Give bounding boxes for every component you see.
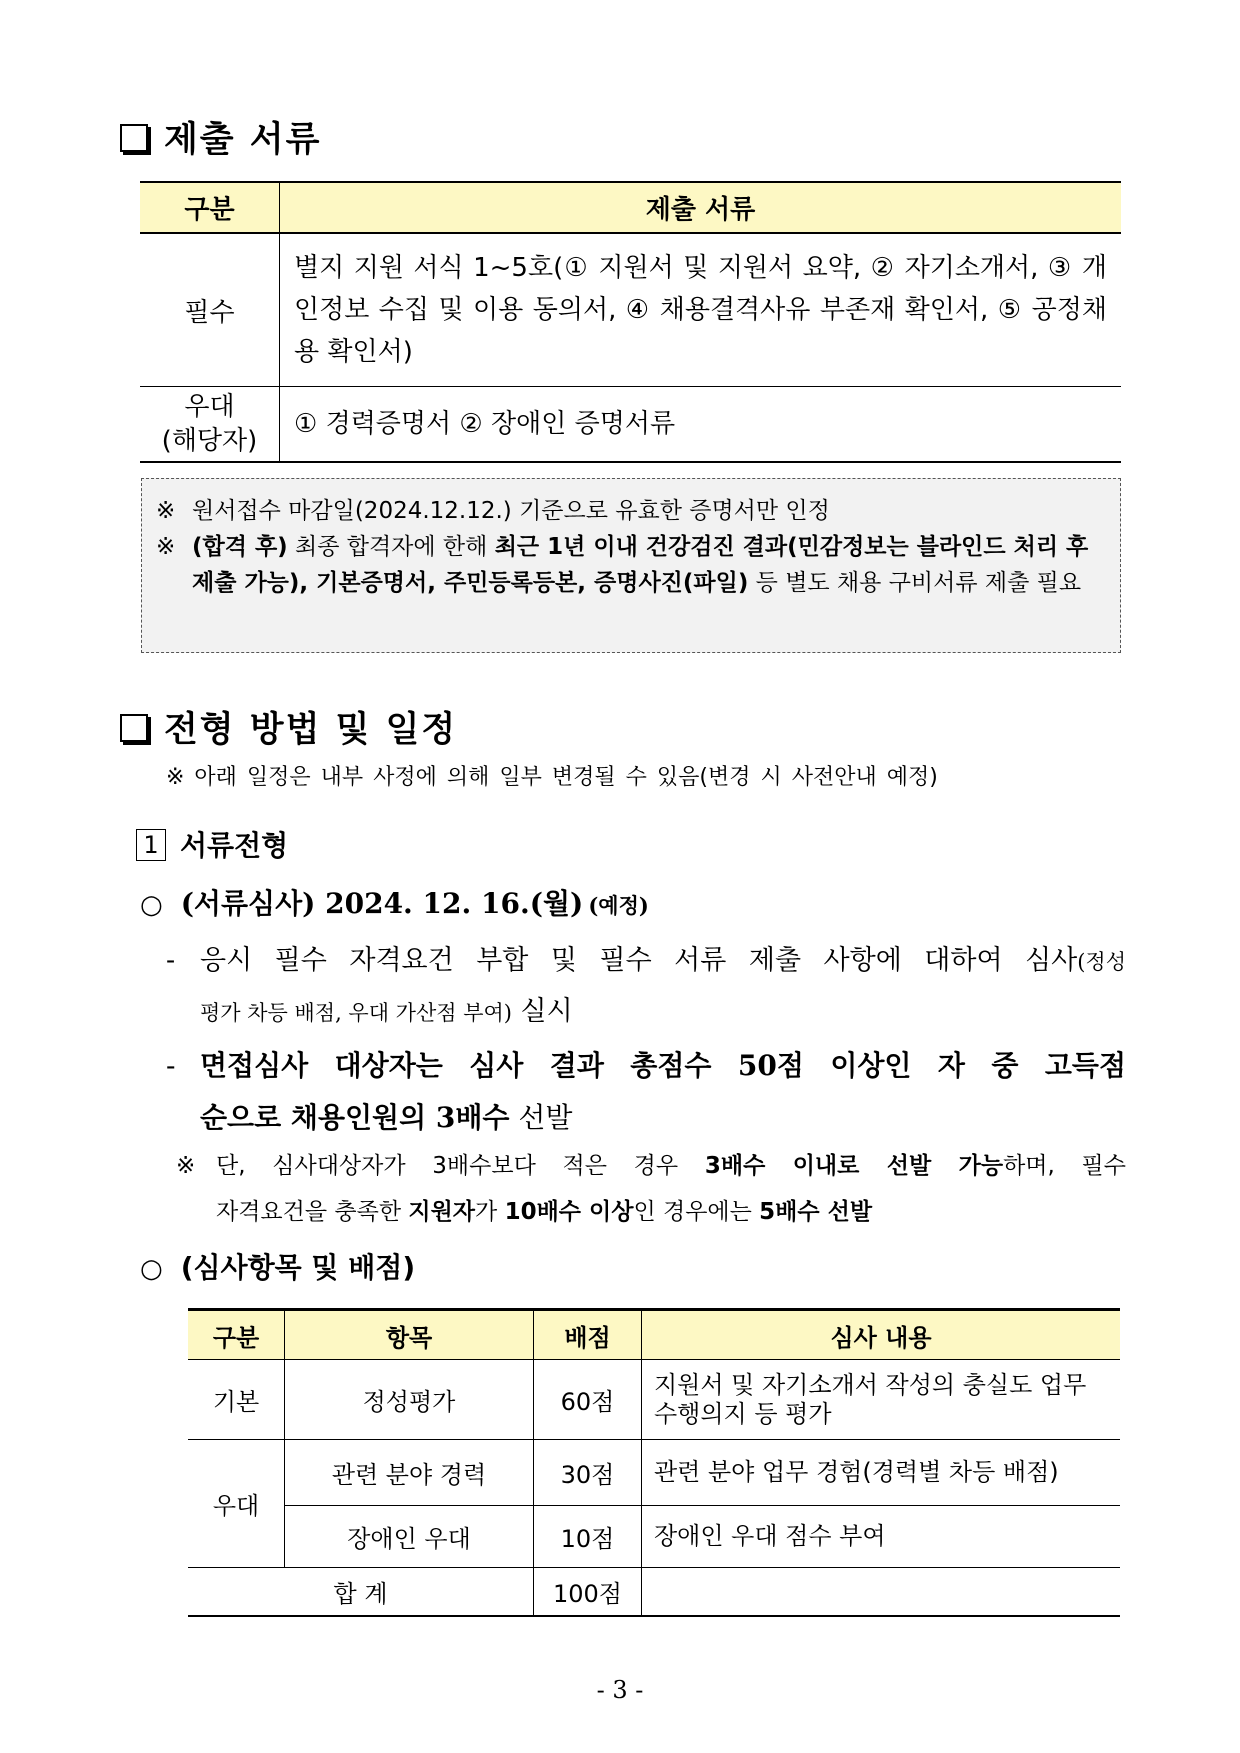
plain-text: 선발 <box>509 1101 573 1134</box>
dash-bullet-icon: - <box>166 945 176 976</box>
table-cell-content: 장애인 우대 점수 부여 <box>642 1506 1121 1568</box>
category-line: 우대 <box>184 392 235 422</box>
table-cell-content: 관련 분야 업무 경험(경력별 차등 배점) <box>642 1440 1121 1506</box>
stage-note <box>176 1143 1126 1235</box>
small-text: (정성 <box>1077 950 1126 974</box>
bold-text: 3배수 이내로 선발 가능 <box>704 1153 1004 1179</box>
table-cell-item: 장애인 우대 <box>285 1506 534 1568</box>
circle-bullet-icon: ○ <box>140 1254 163 1284</box>
documents-table <box>140 181 1121 463</box>
checkbox-square-icon <box>120 714 148 742</box>
stage-title: 서류전형 <box>180 829 289 862</box>
schedule-item <box>140 882 649 922</box>
plain-text: 등 별도 채용 구비서류 제출 필요 <box>748 570 1082 596</box>
notice-item <box>156 493 1106 529</box>
table-header-row <box>140 182 1121 233</box>
small-text: 평가 차등 배점, 우대 가산점 부여) <box>200 1001 512 1025</box>
plain-text: 인 경우에는 <box>633 1199 760 1225</box>
circle-bullet-icon: ○ <box>140 890 163 920</box>
notice-item <box>156 529 1106 601</box>
schedule-suffix: (예정) <box>588 893 649 918</box>
note-line <box>176 1143 1126 1189</box>
plain-text: 응시 필수 자격요건 부합 및 필수 서류 제출 사항에 대하여 심사 <box>200 945 1078 976</box>
table-cell-content <box>642 1568 1121 1616</box>
plain-text: 자격요건을 충족한 <box>216 1199 409 1225</box>
reference-mark-icon: ※ <box>176 1153 196 1179</box>
notice-text <box>192 529 1106 601</box>
category-line: (해당자) <box>161 426 258 456</box>
section-title-text: 전형 방법 및 일정 <box>164 710 458 750</box>
section-title-text: 제출 서류 <box>164 120 322 160</box>
section-title-documents <box>120 112 321 162</box>
description-line <box>166 987 1126 1038</box>
content-line: 지원서 및 자기소개서 작성의 충실도 업무 <box>654 1370 1087 1399</box>
reference-mark-icon: ※ <box>156 498 176 524</box>
table-cell-content: ① 경력증명서 ② 장애인 증명서류 <box>280 387 1122 463</box>
section-title-process <box>120 702 457 752</box>
table-cell-content: 별지 지원 서식 1~5호(① 지원서 및 지원서 요약, ② 자기소개서, ③ 개인정보 수집 및 이용 동의서, ④ 채용결격사유 부존재 확인서, ⑤ 공정채용 확인서) <box>280 233 1122 387</box>
stage-heading <box>136 824 288 864</box>
page-number: - 3 - <box>596 1676 644 1704</box>
bold-text: 5배수 선발 <box>759 1199 873 1225</box>
table-header: 제출 서류 <box>280 182 1122 233</box>
description-text <box>200 936 1126 987</box>
bold-text: 지원자 <box>408 1199 476 1225</box>
stage-number-box: 1 <box>136 829 166 861</box>
table-cell-category: 필수 <box>140 233 280 387</box>
dash-bullet-icon: - <box>166 1049 176 1082</box>
description-line <box>166 936 1126 987</box>
bold-text: (합격 후) <box>192 534 288 560</box>
table-cell-score: 100점 <box>534 1568 642 1616</box>
schedule-title: (심사항목 및 배점) <box>180 1251 416 1284</box>
table-row <box>140 387 1121 463</box>
content-line: 수행의지 등 평가 <box>654 1399 832 1428</box>
table-row <box>188 1506 1120 1568</box>
table-header: 배점 <box>534 1310 642 1360</box>
plain-text: 단, 심사대상자가 3배수보다 적은 경우 <box>216 1153 705 1179</box>
table-cell-item: 정성평가 <box>285 1360 534 1440</box>
table-cell-score: 10점 <box>534 1506 642 1568</box>
schedule-note: ※ 아래 일정은 내부 사정에 의해 일부 변경될 수 있음(변경 시 사전안내 예정) <box>166 765 938 790</box>
table-header: 항목 <box>285 1310 534 1360</box>
table-header: 구분 <box>188 1310 285 1360</box>
table-row <box>188 1360 1120 1440</box>
description-line <box>166 1092 1126 1144</box>
bold-text: 면접심사 대상자는 심사 결과 총점수 50점 이상인 자 중 고득점 <box>200 1049 1126 1082</box>
table-cell-category <box>140 387 280 463</box>
bold-text: 최근 1년 이내 건강검진 결과(민감정보는 블라인드 처리 후 제출 가능), 기본증명서, 주민등록등본, 증명사진(파일) <box>192 534 1089 596</box>
score-table <box>188 1308 1120 1617</box>
table-cell-item: 관련 분야 경력 <box>285 1440 534 1506</box>
table-cell-score: 60점 <box>534 1360 642 1440</box>
schedule-item <box>140 1246 415 1286</box>
bold-text: 채용인원의 3배수 <box>290 1101 510 1134</box>
schedule-title: (서류심사) 2024. 12. 16.(월) <box>180 887 584 920</box>
table-cell-category: 기본 <box>188 1360 285 1440</box>
table-header: 심사 내용 <box>642 1310 1121 1360</box>
description-item <box>166 1040 1126 1144</box>
reference-mark-icon: ※ <box>156 534 176 560</box>
description-line <box>166 1040 1126 1092</box>
table-row-total <box>188 1568 1120 1616</box>
bold-text: 순으로 <box>200 1101 291 1134</box>
plain-text: 실시 <box>511 996 573 1027</box>
plain-text: 가 <box>475 1199 505 1225</box>
note-text <box>216 1143 1126 1189</box>
plain-text: 하며, 필수 <box>1003 1153 1126 1179</box>
notice-box <box>141 478 1121 653</box>
checkbox-square-icon <box>120 124 148 152</box>
notice-text: 원서접수 마감일(2024.12.12.) 기준으로 유효한 증명서만 인정 <box>192 498 830 524</box>
description-item <box>166 936 1126 1038</box>
plain-text: 최종 합격자에 한해 <box>287 534 495 560</box>
table-row <box>188 1440 1120 1506</box>
table-header: 구분 <box>140 182 280 233</box>
table-row <box>140 233 1121 387</box>
bold-text: 10배수 이상 <box>504 1199 634 1225</box>
table-cell-score: 30점 <box>534 1440 642 1506</box>
table-cell-content <box>642 1360 1121 1440</box>
table-cell-total-label: 합 계 <box>188 1568 534 1616</box>
table-cell-category: 우대 <box>188 1440 285 1568</box>
note-line <box>176 1189 1126 1235</box>
table-header-row <box>188 1310 1120 1360</box>
